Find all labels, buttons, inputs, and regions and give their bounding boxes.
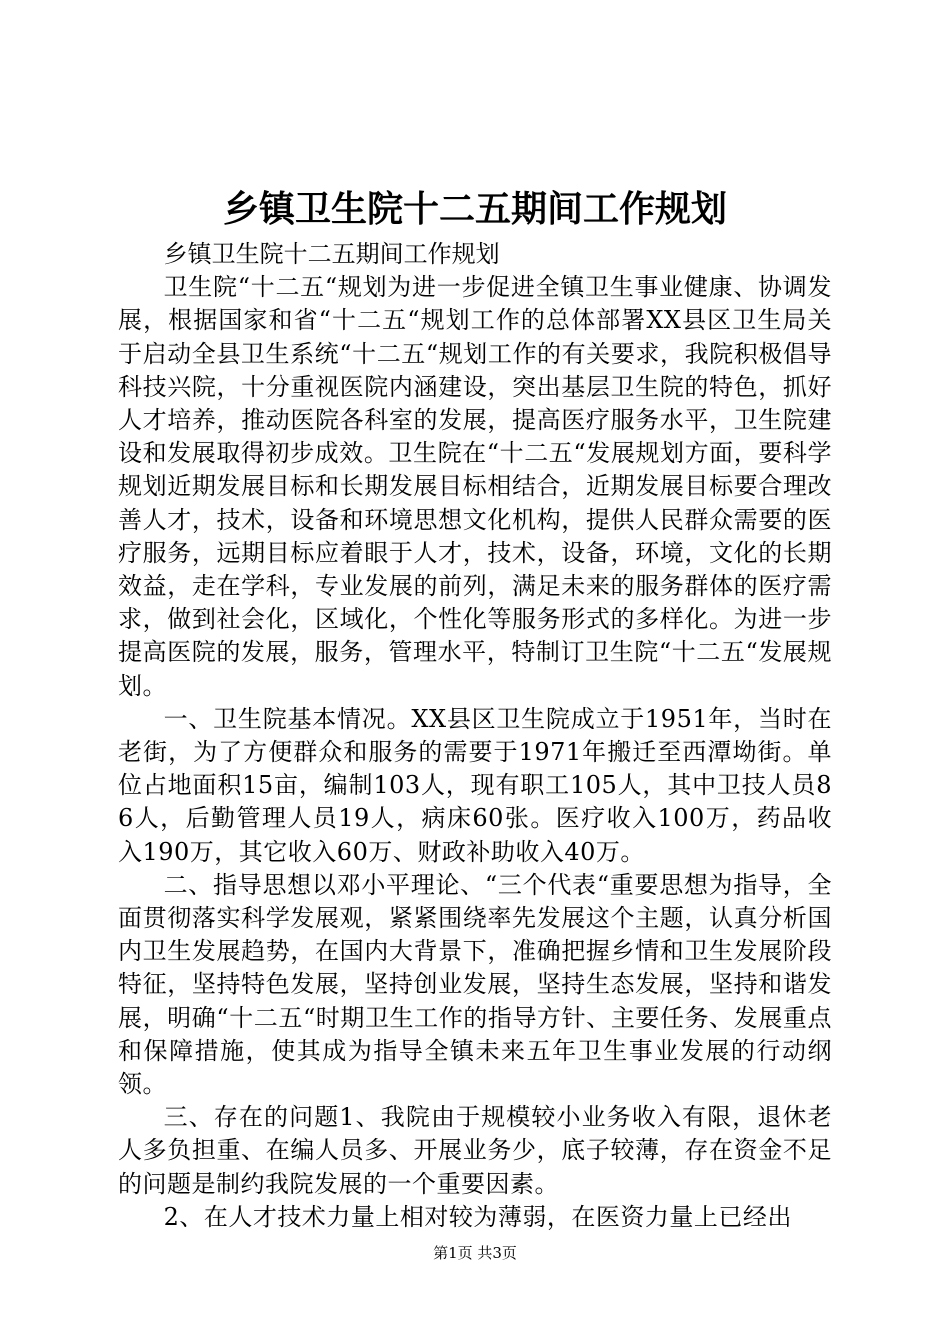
talent-paragraph: 2、在人才技术力量上相对较为薄弱，在医资力量上已经出 (163, 1202, 792, 1231)
subtitle-paragraph: 乡镇卫生院十二五期间工作规划 (163, 240, 500, 268)
intro-paragraph: 卫生院“十二五“规划为进一步促进全镇卫生事业健康、协调发展，根据国家和省“十二五“规划工作的总体部署XX县区卫生局关于启动全县卫生系统“十二五“规划工作的有关要求，我院积极倡导科技兴院，十分重视医院内涵建设，突出基层卫生院的特色，抓好人才培养，推动医院各科室的发展，提高医疗服务水平，卫生院建设和发展取得初步成效。卫生院在“十二五“发展规划方面，要科学规划近期发展目标和长期发展目标相结合，近期发展目标要合理改善人才，技术，设备和环境思想文化机构，提供人民群众需要的医疗服务，远期目标应着眼于人才，技术，设备，环境，文化的长期效益，走在学科，专业发展的前列，满足未来的服务群体的医疗需求，做到社会化，区域化，个性化等服务形式的多样化。为进一步提高医院的发展，服务，管理水平，特制订卫生院“十二五“发展规划。 (118, 273, 832, 700)
document-body (118, 238, 832, 1234)
guiding-thought-paragraph: 二、指导思想以邓小平理论、“三个代表“重要思想为指导，全面贯彻落实科学发展观，紧紧围绕率先发展这个主题，认真分析国内卫生发展趋势，在国内大背景下，准确把握乡情和卫生发展阶段特征，坚持特色发展，坚持创业发展，坚持生态发展，坚持和谐发展，明确“十二五“时期卫生工作的指导方针、主要任务、发展重点和保障措施，使其成为指导全镇未来五年卫生事业发展的行动纲领。 (118, 870, 832, 1099)
problems-paragraph: 三、存在的问题1、我院由于规模较小业务收入有限，退休老人多负担重、在编人员多、开展业务少，底子较薄，存在资金不足的问题是制约我院发展的一个重要因素。 (118, 1103, 832, 1198)
basic-info-paragraph: 一、卫生院基本情况。XX县区卫生院成立于1951年，当时在老街，为了方便群众和服务的需要于1971年搬迁至西潭坳街。单位占地面积15亩，编制103人，现有职工105人，其中卫技人员86人，后勤管理人员19人，病床60张。医疗收入100万，药品收入190万，其它收入60万、财政补助收入40万。 (118, 704, 832, 866)
document-title: 乡镇卫生院十二五期间工作规划 (222, 188, 727, 230)
page-number-footer: 第1页 共3页 (433, 1244, 517, 1262)
